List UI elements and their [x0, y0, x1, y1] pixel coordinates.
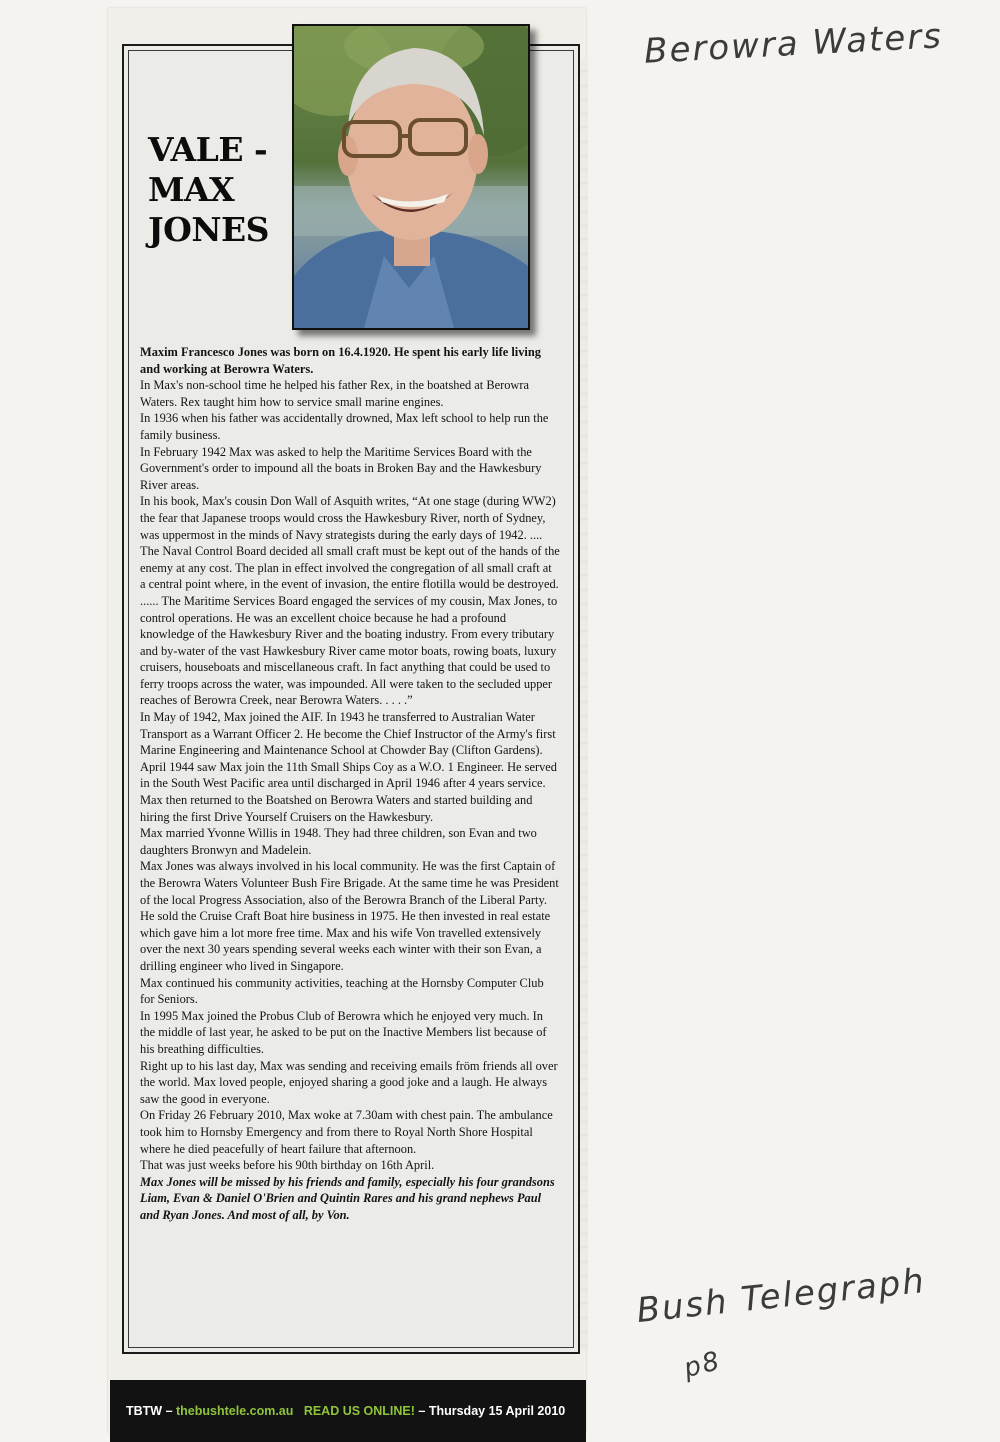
- footer-website-link[interactable]: thebushtele.com.au: [176, 1404, 294, 1418]
- article-paragraph: On Friday 26 February 2010, Max woke at 7.30am with chest pain. The ambulance took him to Hornsby Emergency and from there to Royal North Shore Hospital where he died peacefully of heart failure that afternoon.: [140, 1108, 553, 1156]
- article-paragraph: In May of 1942, Max joined the AIF. In 1943 he transferred to Australian Water Transport as a Warrant Officer 2. He become the Chief Instructor of the Army's first Marine Engineering and Maintenance School at Chowder Bay (Clifton Gardens).: [140, 710, 556, 758]
- footer-cta: READ US ONLINE!: [303, 1404, 415, 1418]
- article-paragraph: That was just weeks before his 90th birthday on 16th April.: [140, 1158, 435, 1173]
- article-paragraph: In Max's non-school time he helped his father Rex, in the boatshed at Berowra Waters. Rex taught him how to service small marine engines.: [140, 378, 529, 409]
- article-paragraph: He sold the Cruise Craft Boat hire business in 1975. He then invested in real estate which gave him a lot more free time. Max and his wife Von travelled extensively over the next 30 years spending several weeks each winter with their son Evan, a drilling engineer who lived in Singapore.: [140, 909, 551, 973]
- article-paragraph: In February 1942 Max was asked to help the Maritime Services Board with the Government's order to impound all the boats in Broken Bay and the Hawkesbury River areas.: [140, 444, 542, 492]
- footer-date: – Thursday 15 April 2010: [414, 1404, 566, 1418]
- footer-line: [126, 1404, 565, 1418]
- article-paragraph: Max married Yvonne Willis in 1948. They had three children, son Evan and two daughters Bronwyn and Madelein.: [140, 826, 537, 857]
- portrait-photo: [292, 24, 530, 330]
- article-paragraph: In his book, Max's cousin Don Wall of Asquith writes, “At one stage (during WW2) the fear that Japanese troops would cross the Hawkesbury River, north of Sydney, was uppermost in the minds of Navy strategists during the early days of 1942. .... The Naval Control Board decided all small craft must be kept out of the hands of the enemy at any cost. The plan in effect involved the congregation of all small craft at a central point where, in the event of invasion, the entire flotilla would be destroyed. ...... The Maritime Services Board engaged the services of my cousin, Max Jones, to control operations. He was an excellent choice because he had a profound knowledge of the Hawkesbury River and the boating industry. From every tributary and by-water of the vast Hawkesbury River came motor boats, rowing boats, luxury cruisers, houseboats and miscellaneous craft. In fact anything that could be used to ferry troops across the water, was impounded. All were taken to the secluded upper reaches of Berowra Creek, near Berowra Waters. . . . .”: [140, 494, 560, 708]
- handwritten-location-note: Berowra Waters: [643, 16, 944, 72]
- article-paragraph: Max then returned to the Boatshed on Berowra Waters and started building and hiring the first Drive Yourself Cruisers on the Hawkesbury.: [140, 793, 533, 824]
- newspaper-footer: [110, 1380, 586, 1442]
- footer-prefix: TBTW –: [126, 1404, 176, 1418]
- article-paragraph: Max continued his community activities, teaching at the Hornsby Computer Club for Seniors.: [140, 975, 544, 1007]
- handwritten-page-note: p8: [680, 1345, 725, 1385]
- article-paragraph: In 1995 Max joined the Probus Club of Berowra which he enjoyed very much. In the middle of last year, he asked to be put on the Inactive Members list because of his breathing difficulties.: [140, 1008, 547, 1056]
- headline-line-2: MAX: [148, 170, 235, 209]
- headline-line-1: VALE -: [148, 130, 268, 169]
- article-paragraph: Max Jones was always involved in his local community. He was the first Captain of the Berowra Waters Volunteer Bush Fire Brigade. At the same time he was President of the local Progress Association, also of the Berowra Branch of the Liberal Party.: [140, 859, 559, 907]
- headline-line-3: JONES: [148, 210, 270, 249]
- portrait-illustration: [294, 26, 528, 328]
- article-paragraph: April 1944 saw Max join the 11th Small Ships Coy as a W.O. 1 Engineer. He served in the South West Pacific area until discharged in April 1946 after 4 years service.: [140, 759, 557, 791]
- article-closing-paragraph: Max Jones will be missed by his friends and family, especially his four grandsons Liam, Evan & Daniel O'Brien and Quintin Rares and his grand nephews Paul and Ryan Jones. And most of all, by Von.: [140, 1174, 555, 1222]
- article-body: [140, 344, 560, 1223]
- article-lead-paragraph: Maxim Francesco Jones was born on 16.4.1920. He spent his early life living and working at Berowra Waters.: [140, 345, 541, 376]
- article-headline: [148, 130, 269, 250]
- article-paragraph: Right up to his last day, Max was sending and receiving emails fröm friends all over the world. Max loved people, enjoyed sharing a good joke and a laugh. He always saw the good in everyone.: [140, 1058, 558, 1106]
- handwritten-source-note: Bush Telegraph: [634, 1260, 928, 1332]
- article-paragraph: In 1936 when his father was accidentally drowned, Max left school to help run the family business.: [140, 411, 549, 442]
